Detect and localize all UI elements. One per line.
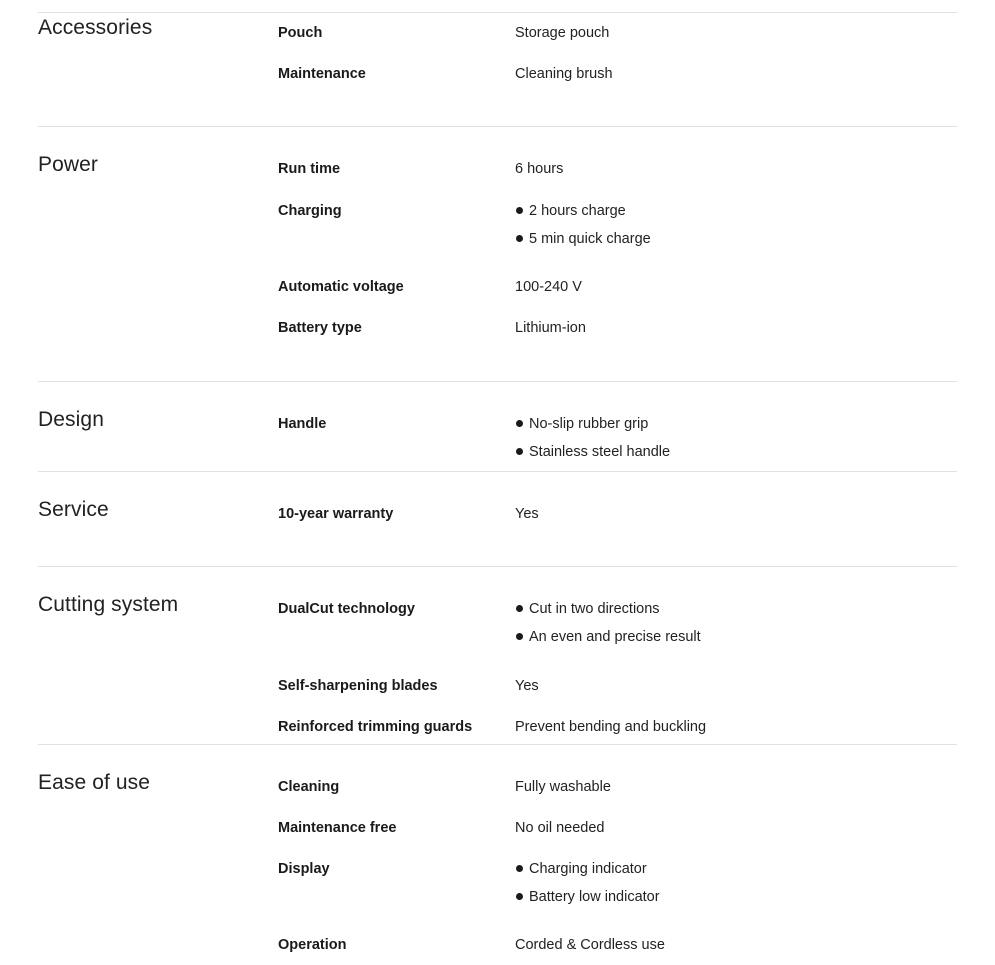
bullet-item: Cut in two directions [515, 599, 701, 627]
bullet-item: An even and precise result [515, 627, 701, 655]
spec-row [278, 859, 957, 935]
spec-label: Reinforced trimming guards [278, 719, 473, 735]
spec-value: Corded & Cordless use [515, 937, 665, 953]
section-ease-of-use [38, 744, 957, 965]
spec-value: Fully washable [515, 779, 611, 795]
spec-label: Maintenance free [278, 820, 397, 836]
spec-label: Battery type [278, 320, 362, 336]
spec-value [515, 599, 701, 655]
section-title: Design [38, 408, 104, 431]
spec-row [278, 414, 957, 470]
section-design [38, 381, 957, 471]
section-power [38, 126, 957, 381]
bullet-item: 5 min quick charge [515, 229, 651, 257]
spec-value: Prevent bending and buckling [515, 719, 707, 735]
spec-row [278, 318, 957, 338]
spec-value: 100-240 V [515, 279, 582, 295]
spec-row [278, 504, 957, 524]
spec-label: Cleaning [278, 779, 340, 795]
spec-row [278, 818, 957, 859]
bullet-item: No-slip rubber grip [515, 414, 670, 442]
spec-value: Storage pouch [515, 25, 610, 41]
spec-label: Handle [278, 416, 327, 432]
spec-value: No oil needed [515, 820, 605, 836]
section-title: Ease of use [38, 771, 151, 794]
spec-label: Self-sharpening blades [278, 678, 438, 694]
spec-row [278, 777, 957, 818]
spec-label: 10-year warranty [278, 506, 394, 522]
section-cutting-system [38, 566, 957, 744]
spec-value: Lithium-ion [515, 320, 586, 336]
spec-row [278, 159, 957, 201]
spec-value [515, 414, 670, 470]
spec-value: Cleaning brush [515, 66, 613, 82]
spec-row [278, 23, 957, 64]
spec-row [278, 717, 957, 737]
spec-label: Pouch [278, 25, 323, 41]
spec-value [515, 201, 651, 257]
spec-value: Yes [515, 506, 539, 522]
section-title: Accessories [38, 16, 153, 39]
spec-value: Yes [515, 678, 539, 694]
spec-label: Operation [278, 937, 347, 953]
spec-row [278, 64, 957, 84]
bullet-item: Battery low indicator [515, 887, 660, 915]
spec-label: Display [278, 861, 330, 877]
spec-label: DualCut technology [278, 601, 415, 617]
spec-value [515, 859, 660, 915]
spec-row [278, 277, 957, 318]
spec-table [38, 12, 957, 965]
spec-row [278, 201, 957, 277]
spec-value: 6 hours [515, 161, 564, 177]
section-title: Service [38, 498, 109, 521]
section-accessories [38, 12, 957, 126]
section-title: Cutting system [38, 593, 179, 616]
section-service [38, 471, 957, 566]
bullet-item: Stainless steel handle [515, 442, 670, 470]
spec-label: Charging [278, 203, 342, 219]
bullet-item: 2 hours charge [515, 201, 651, 229]
spec-row [278, 935, 957, 955]
spec-label: Run time [278, 161, 341, 177]
spec-label: Maintenance [278, 66, 366, 82]
section-title: Power [38, 153, 99, 176]
spec-row [278, 599, 957, 676]
bullet-item: Charging indicator [515, 859, 660, 887]
spec-label: Automatic voltage [278, 279, 404, 295]
spec-row [278, 676, 957, 717]
